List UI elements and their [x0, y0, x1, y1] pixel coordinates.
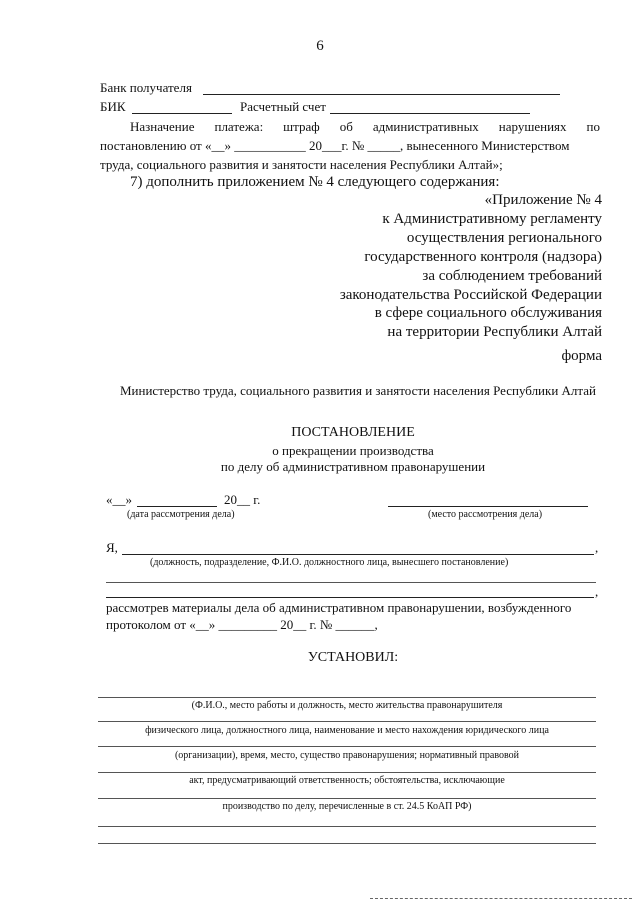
- appendix-line-5: за соблюдением требований: [422, 268, 602, 284]
- appendix-line-6: законодательства Российской Федерации: [339, 287, 602, 303]
- item-7: 7) дополнить приложением № 4 следующего содержания:: [130, 174, 500, 190]
- fill-line-6: [98, 826, 596, 827]
- bik-line: [132, 113, 232, 114]
- established-heading: УСТАНОВИЛ:: [307, 650, 399, 665]
- page-number: 6: [316, 38, 324, 54]
- materials-line-1: рассмотрев материалы дела об административном правонарушении, возбужденного: [106, 600, 572, 615]
- place-caption: (место рассмотрения дела): [428, 509, 543, 520]
- caption-1: (Ф.И.О., место работы и должность, место жительства правонарушителя: [191, 700, 503, 711]
- official-line: [122, 554, 594, 555]
- ya-label: Я,: [106, 540, 118, 555]
- fill-line-3: [98, 746, 596, 747]
- appendix-line-3: осуществления регионального: [406, 230, 602, 246]
- appendix-line-7: в сфере социального обслуживания: [374, 305, 602, 321]
- fill-line-5: [98, 798, 596, 799]
- caption-5: производство по делу, перечисленные в ст. 24.5 КоАП РФ): [222, 801, 472, 812]
- purpose-line-2: постановлению от «__» ___________ 20___г. № _____, вынесенного Министерством: [100, 138, 570, 153]
- blank-line-2: [106, 597, 594, 598]
- bik-label: БИК: [100, 99, 126, 114]
- official-comma: ,: [595, 540, 599, 555]
- caption-3: (организации), время, место, существо правонарушения; нормативный правовой: [174, 750, 520, 761]
- account-line: [330, 113, 530, 114]
- official-caption: (должность, подразделение, Ф.И.О. должностного лица, вынесшего постановление): [150, 557, 509, 568]
- materials-line-2: протоколом от «__» _________ 20__ г. № ______,: [106, 617, 378, 632]
- resolution-title: ПОСТАНОВЛЕНИЕ: [291, 425, 415, 440]
- fill-line-2: [98, 721, 596, 722]
- appendix-line-2: к Административному регламенту: [382, 211, 602, 227]
- blank-line-1: [106, 582, 596, 583]
- purpose-line-3: труда, социального развития и занятости населения Республики Алтай»;: [100, 157, 503, 172]
- fill-line-7: [98, 843, 596, 844]
- fill-line-4: [98, 772, 596, 773]
- date-caption: (дата рассмотрения дела): [127, 509, 235, 520]
- resolution-subtitle-1: о прекращении производства: [272, 443, 434, 458]
- ministry-name: Министерство труда, социального развития и занятости населения Республики Алтай: [120, 383, 596, 398]
- bank-recipient-line: [203, 94, 560, 95]
- caption-4: акт, предусматривающий ответственность; обстоятельства, исключающие: [189, 775, 505, 786]
- fill-line-1: [98, 697, 596, 698]
- date-line: [137, 506, 217, 507]
- date-year: 20__ г.: [224, 492, 261, 507]
- bank-recipient-label: Банк получателя: [100, 80, 192, 95]
- date-prefix: «__»: [106, 492, 132, 507]
- resolution-subtitle-2: по делу об административном правонарушении: [220, 459, 486, 474]
- appendix-line-4: государственного контроля (надзора): [364, 249, 602, 265]
- account-label: Расчетный счет: [240, 99, 326, 114]
- appendix-line-1: «Приложение № 4: [484, 192, 602, 208]
- form-label: форма: [561, 348, 602, 364]
- footer-line: [370, 898, 632, 899]
- blank-comma: ,: [595, 584, 599, 599]
- caption-2: физического лица, должностного лица, наименование и место нахождения юридического лица: [145, 725, 549, 736]
- purpose-line-1: Назначение платежа: штраф об административных нарушениях по: [130, 119, 600, 134]
- place-line: [388, 506, 588, 507]
- appendix-line-8: на территории Республики Алтай: [387, 324, 602, 340]
